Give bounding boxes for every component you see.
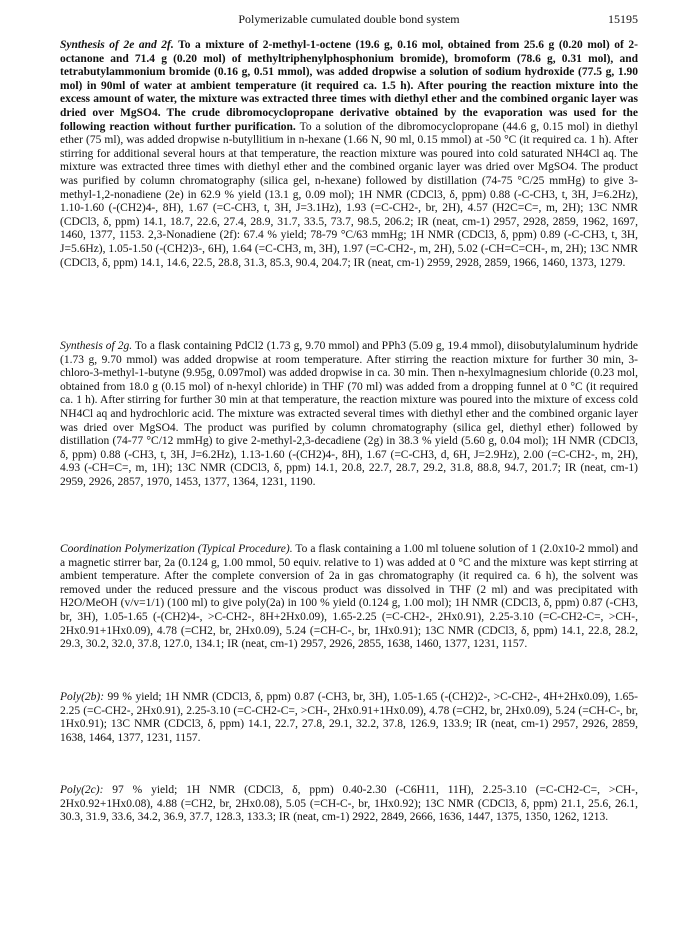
paragraph-synthesis-2e-2f	[60, 39, 638, 270]
paragraph-coordination-polymerization	[60, 543, 638, 652]
paragraph-synthesis-2g	[60, 340, 638, 490]
paragraph-poly-2b	[60, 691, 638, 745]
paragraph-heading: Synthesis of 2e and 2f.	[60, 39, 174, 51]
paragraph-bold-text: To a mixture of 2-methyl-1-octene (19.6 g, 0.16 mol, obtained from 25.6 g (0.20 mol) of 2-octanone and 71.4 g (0.20 mol) of methyltriphenylphosphonium bromide), bromoform (78.6 g, 0.31 mol), and tetrabutylammonium bromide (0.16 g, 0.51 mmol), was added dropwise a solution of sodium hydroxide (77.5 g, 1.90 mol) in 90ml of water at ambient temperature (it required ca. 1.5 h). After pouring the reaction mixture into the excess amount of water, the mixture was extracted three times with diethyl ether and the combined organic layer was dried over MgSO4. The crude dibromocyclopropane derivative obtained by the evaporation was used for the following reaction without further purification.	[60, 39, 638, 133]
page-number: 15195	[608, 12, 638, 26]
paragraph-body: 99 % yield; 1H NMR (CDCl3, δ, ppm) 0.87 (-CH3, br, 3H), 1.05-1.65 (-(CH2)2-, >C-CH2-, 4H+2Hx0.09), 1.65-2.25 (=C-CH2-, 2Hx0.91), 2.25-3.10 (=C-CH2-C=, >CH-, 2Hx0.91+1Hx0.09), 4.78 (=CH2, br, 2Hx0.09), 5.24 (=CH-C-, br, 1Hx0.91); 13C NMR (CDCl3, δ, ppm) 14.1, 22.7, 27.8, 29.1, 32.2, 37.8, 126.9, 133.9; IR (neat, cm-1) 2957, 2926, 2859, 1638, 1464, 1377, 1231, 1157.	[60, 691, 638, 744]
paragraph-heading: Poly(2c):	[60, 784, 104, 796]
paragraph-poly-2c	[60, 784, 638, 825]
running-title: Polymerizable cumulated double bond system	[238, 12, 460, 26]
paragraph-heading: Poly(2b):	[60, 691, 105, 703]
paragraph-body: To a flask containing PdCl2 (1.73 g, 9.70 mmol) and PPh3 (5.09 g, 19.4 mmol), diisobutylaluminum hydride (1.73 g, 9.70 mmol) was added dropwise at room temperature. After stirring the reaction mixture for further 30 min, 3-chloro-3-methyl-1-butyne (9.95g, 0.097mol) was added dropwise in ca. 30 min. Then n-hexylmagnesium chloride (0.23 mol, obtained from 18.0 g (0.15 mol) of n-hexyl chloride) in THF (70 ml) was added from a dropping funnel at 0 °C (it required ca. 1 h). After stirring for further 30 min at that temperature, the reaction mixture was poured into the mixture of excess cold NH4Cl aq and hydrochloric acid. The mixture was extracted several times with diethyl ether and the combined organic layer was dried over MgSO4. The product was purified by column chromatography (silica gel, diethyl ether) followed by distillation (74-77 °C/12 mmHg) to give 2-methyl-2,3-decadiene (2g) in 38.3 % yield (5.60 g, 0.04 mol); 1H NMR (CDCl3, δ, ppm) 0.88 (-CH3, t, 3H, J=6.2Hz), 1.13-1.60 (-(CH2)4-, 8H), 1.67 (=C-CH3, d, 6H, J=2.9Hz), 2.00 (=C-CH2-, m, 2H), 4.93 (-CH=C=, m, 1H); 13C NMR (CDCl3, δ, ppm) 14.1, 20.8, 22.7, 28.7, 29.2, 31.8, 88.8, 94.7, 201.7; IR (neat, cm-1) 2959, 2926, 2857, 1970, 1453, 1377, 1364, 1231, 1190.	[60, 340, 639, 488]
paper-page	[60, 0, 638, 932]
paragraph-body: To a solution of the dibromocyclopropane (44.6 g, 0.15 mol) in diethyl ether (75 ml), was added dropwise n-butyllitium in n-hexane (1.66 N, 90 ml, 0.15 mmol) at -50 °C (it required ca. 1 h). After stirring for additional several hours at that temperature, the reaction mixture was poured into cold saturated NH4Cl aq. The mixture was extracted three times with diethyl ether and the combined organic layer was dried over MgSO4. The product was purified by column chromatography (silica gel, n-hexane) followed by distillation (74-75 °C/25 mmHg) to give 3-methyl-1,2-nonadiene (2e) in 62.9 % yield (13.1 g, 0.09 mol); 1H NMR (CDCl3, δ, ppm) 0.88 (-C-CH3, t, 3H, J=6.2Hz), 1.10-1.60 (-(CH2)4-, 8H), 1.67 (=C-CH3, t, 3H, J=3.1Hz), 1.93 (=C-CH2-, br, 2H), 4.57 (H2C=C=, m, 2H); 13C NMR (CDCl3, δ, ppm) 14.1, 18.7, 22.6, 27.4, 28.9, 31.7, 33.5, 73.7, 98.5, 206.2; IR (neat, cm-1) 2957, 2928, 2859, 1962, 1697, 1460, 1377, 1153. 2,3-Nonadiene (2f): 67.4 % yield; 78-79 °C/63 mmHg; 1H NMR (CDCl3, δ, ppm) 0.89 (-C-CH3, t, 3H, J=5.6Hz), 1.05-1.50 (-(CH2)3-, 6H), 1.64 (=C-CH3, m, 3H), 1.97 (=C-CH2-, m, 2H), 5.02 (-CH=C=CH-, m, 2H); 13C NMR (CDCl3, δ, ppm) 14.1, 14.6, 22.5, 28.8, 31.3, 85.3, 90.4, 204.7; IR (neat, cm-1) 2959, 2928, 2859, 1966, 1460, 1373, 1279.	[60, 120, 639, 269]
running-header	[60, 13, 638, 29]
paragraph-body: To a flask containing a 1.00 ml toluene solution of 1 (2.0x10-2 mmol) and a magnetic stirrer bar, 2a (0.124 g, 1.00 mmol, 50 equiv. relative to 1) was added at 0 °C and the mixture was kept stirring at ambient temperature. After the complete conversion of 2a in gas chromatography (it required ca. 6 h), the solvent was removed under the reduced pressure and the viscous product was dissolved in THF (2 ml) and was precipitated with H2O/MeOH (v/v=1/1) (100 ml) to give poly(2a) in 100 % yield (0.124 g, 1.00 mol); 1H NMR (CDCl3, δ, ppm) 0.87 (-CH3, br, 3H), 1.05-1.65 (-(CH2)4-, >C-CH2-, 8H+2Hx0.09), 1.65-2.25 (=C-CH2-, 2Hx0.91), 2.25-3.10 (=C-CH2-C=, >CH-, 2Hx0.91+1Hx0.09), 4.78 (=CH2, br, 2Hx0.09), 5.24 (=CH-C-, br, 1Hx0.91); 13C NMR (CDCl3, δ, ppm) 14.1, 22.8, 28.2, 29.3, 30.2, 32.0, 37.8, 127.0, 134.1; IR (neat, cm-1) 2957, 2926, 2855, 1638, 1460, 1377, 1231, 1157.	[60, 543, 638, 651]
paragraph-body: 97 % yield; 1H NMR (CDCl3, δ, ppm) 0.40-2.30 (-C6H11, 11H), 2.25-3.10 (=C-CH2-C=, >CH-, 2Hx0.92+1Hx0.08), 4.88 (=CH2, br, 2Hx0.08), 5.05 (=CH-C-, br, 1Hx0.92); 13C NMR (CDCl3, δ, ppm) 21.1, 25.6, 26.1, 30.3, 31.9, 33.6, 34.2, 36.9, 37.7, 128.3, 133.3; IR (neat, cm-1) 2922, 2849, 2666, 1636, 1447, 1375, 1350, 1262, 1213.	[60, 784, 638, 824]
paragraph-heading: Synthesis of 2g.	[60, 340, 133, 352]
paragraph-heading: Coordination Polymerization (Typical Procedure).	[60, 543, 293, 555]
